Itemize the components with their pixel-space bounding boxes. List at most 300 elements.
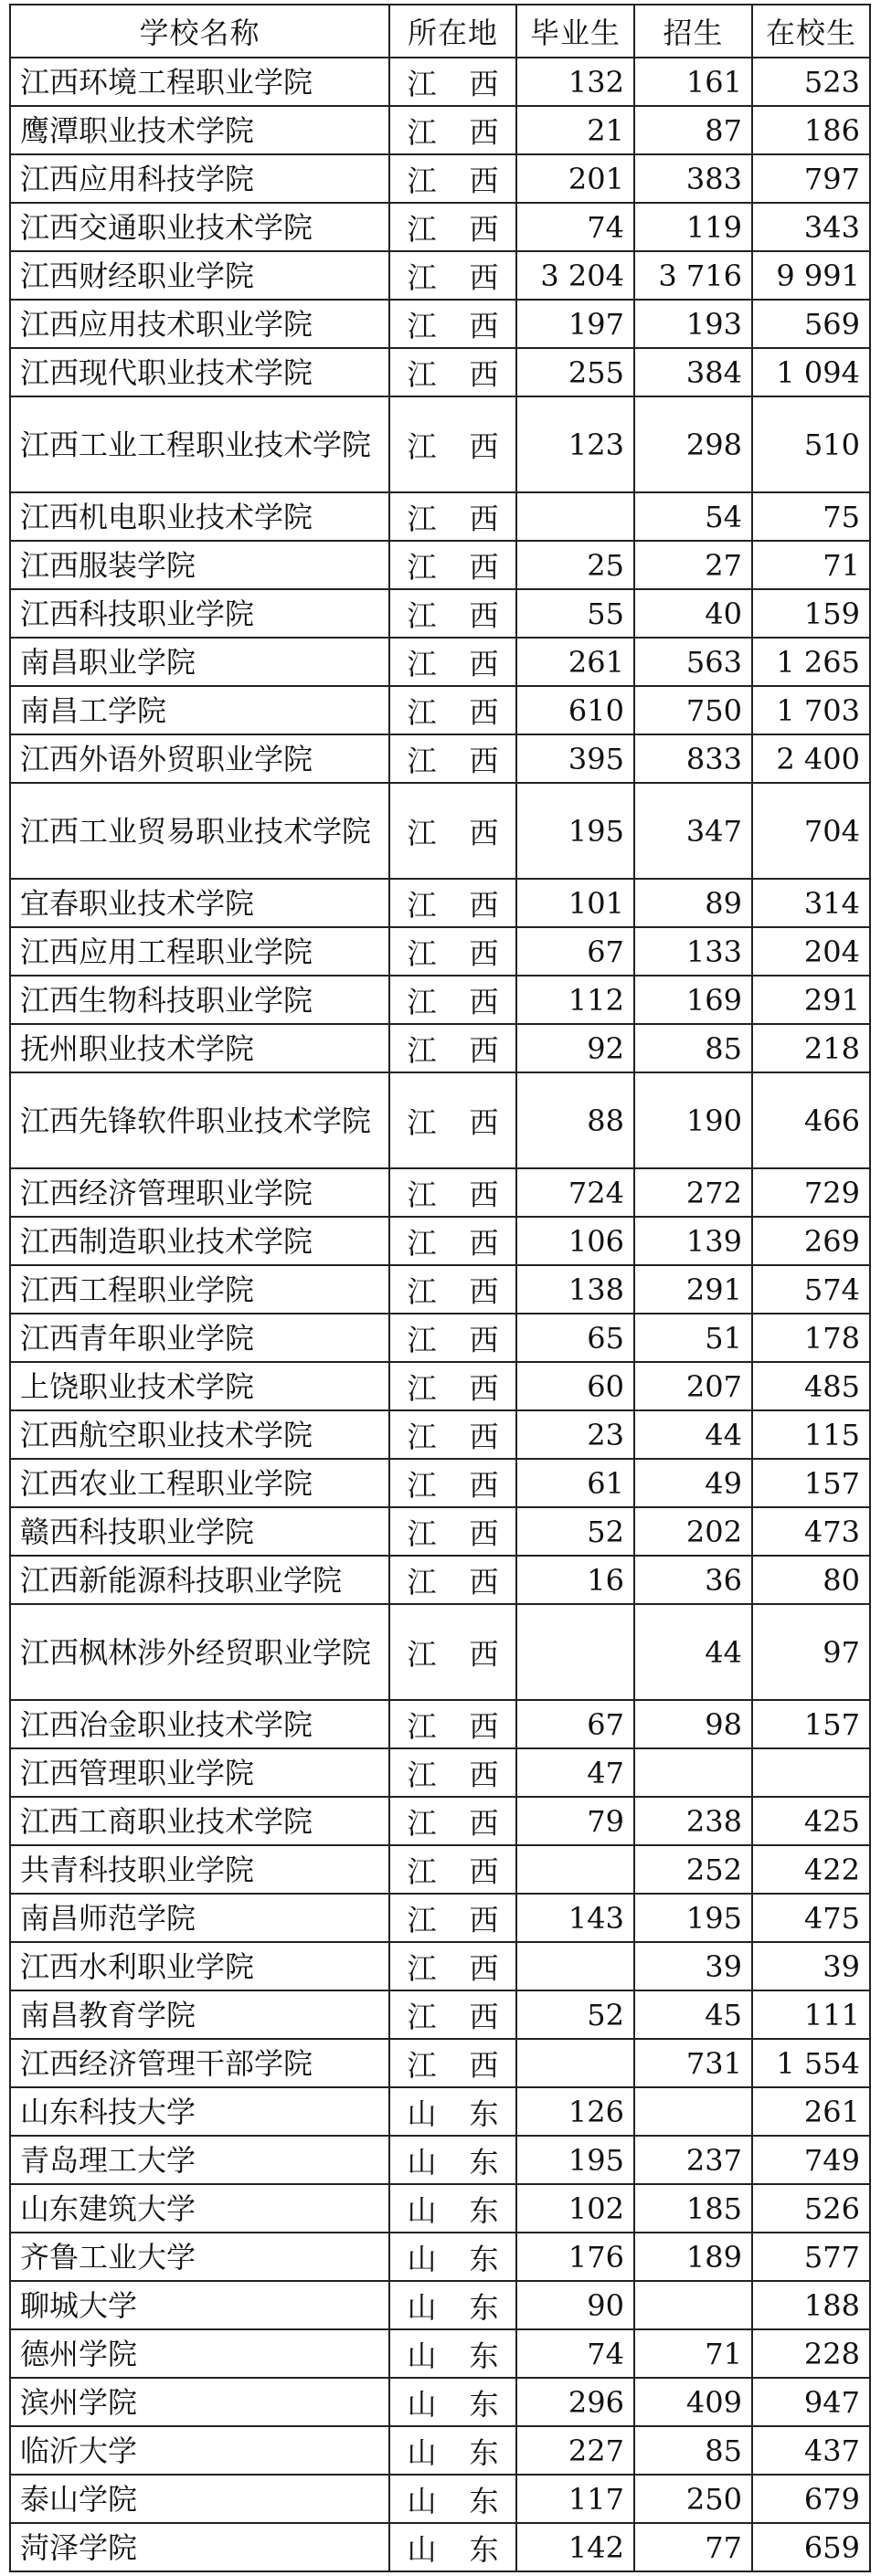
location-cell (389, 2523, 516, 2571)
location-text: 山 东 (407, 2289, 499, 2325)
school-name-cell: 青岛理工大学 (10, 2136, 389, 2184)
graduates-cell: 101 (516, 879, 634, 927)
table-row (10, 541, 870, 589)
enrollment-cell: 45 (634, 1990, 752, 2039)
school-name-cell: 临沂大学 (10, 2426, 389, 2475)
graduates-cell: 255 (516, 348, 634, 396)
graduates-cell: 88 (516, 1072, 634, 1168)
table-row (10, 2039, 870, 2087)
location-text: 江 西 (407, 1177, 499, 1212)
table-row (10, 396, 870, 492)
location-cell (389, 541, 516, 589)
students-cell: 574 (752, 1265, 870, 1314)
graduates-cell (516, 2039, 634, 2087)
enrollment-cell: 49 (634, 1459, 752, 1507)
school-name-cell: 江西水利职业学院 (10, 1942, 389, 1990)
enrollment-cell: 833 (634, 734, 752, 783)
school-name-cell: 江西机电职业技术学院 (10, 492, 389, 541)
location-text: 山 东 (407, 2096, 499, 2131)
school-name-cell: 江西航空职业技术学院 (10, 1410, 389, 1459)
enrollment-cell: 3 716 (634, 251, 752, 300)
table-row (10, 2087, 870, 2136)
location-cell (389, 1024, 516, 1072)
table-row (10, 1265, 870, 1314)
graduates-cell: 296 (516, 2378, 634, 2426)
school-name-cell: 江西服装学院 (10, 541, 389, 589)
graduates-cell: 74 (516, 2329, 634, 2378)
table-row (10, 1507, 870, 1556)
enrollment-cell: 202 (634, 1507, 752, 1556)
students-cell: 749 (752, 2136, 870, 2184)
graduates-cell: 395 (516, 734, 634, 783)
students-cell: 475 (752, 1894, 870, 1942)
graduates-cell: 102 (516, 2184, 634, 2233)
table-row (10, 927, 870, 976)
school-name-cell: 江西外语外贸职业学院 (10, 734, 389, 783)
students-cell: 39 (752, 1942, 870, 1990)
table-row (10, 2475, 870, 2523)
enrollment-cell: 250 (634, 2475, 752, 2523)
location-text: 江 西 (407, 211, 499, 247)
enrollment-cell: 189 (634, 2233, 752, 2281)
graduates-cell: 176 (516, 2233, 634, 2281)
location-text: 江 西 (407, 1999, 499, 2034)
enrollment-cell: 77 (634, 2523, 752, 2571)
location-cell (389, 2184, 516, 2233)
enrollment-cell: 409 (634, 2378, 752, 2426)
school-name-cell: 山东科技大学 (10, 2087, 389, 2136)
location-text: 江 西 (407, 549, 499, 585)
header-enrollment: 招生 (634, 5, 752, 58)
students-cell: 97 (752, 1604, 870, 1700)
graduates-cell: 3 204 (516, 251, 634, 300)
graduates-cell (516, 492, 634, 541)
school-name-cell: 泰山学院 (10, 2475, 389, 2523)
students-cell: 314 (752, 879, 870, 927)
enrollment-cell: 237 (634, 2136, 752, 2184)
location-text: 山 东 (407, 2338, 499, 2373)
students-cell: 569 (752, 300, 870, 348)
graduates-cell: 227 (516, 2426, 634, 2475)
school-name-cell: 江西科技职业学院 (10, 589, 389, 638)
location-text: 江 西 (407, 1273, 499, 1309)
table-row (10, 1024, 870, 1072)
location-cell (389, 1845, 516, 1894)
table-row (10, 1410, 870, 1459)
header-location: 所在地 (389, 5, 516, 58)
enrollment-cell (634, 1748, 752, 1797)
students-cell: 157 (752, 1459, 870, 1507)
header-school-name: 学校名称 (10, 5, 389, 58)
enrollment-cell: 27 (634, 541, 752, 589)
students-cell: 9 991 (752, 251, 870, 300)
location-text: 江 西 (407, 935, 499, 971)
location-cell (389, 1168, 516, 1217)
graduates-cell: 47 (516, 1748, 634, 1797)
location-text: 江 西 (407, 646, 499, 681)
graduates-cell: 25 (516, 541, 634, 589)
graduates-cell: 52 (516, 1990, 634, 2039)
table-row (10, 2184, 870, 2233)
graduates-cell: 67 (516, 1700, 634, 1748)
location-cell (389, 1314, 516, 1362)
students-cell: 523 (752, 58, 870, 106)
location-text: 江 西 (407, 1950, 499, 1986)
table-row (10, 638, 870, 686)
graduates-cell (516, 1604, 634, 1700)
location-text: 江 西 (407, 887, 499, 923)
location-cell (389, 1072, 516, 1168)
enrollment-cell: 272 (634, 1168, 752, 1217)
school-name-cell: 南昌教育学院 (10, 1990, 389, 2039)
graduates-cell: 195 (516, 783, 634, 879)
enrollment-cell: 384 (634, 348, 752, 396)
table-row (10, 58, 870, 106)
enrollment-cell (634, 2087, 752, 2136)
school-name-cell: 江西管理职业学院 (10, 1748, 389, 1797)
location-text: 江 西 (407, 1708, 499, 1744)
students-cell: 510 (752, 396, 870, 492)
graduates-cell: 132 (516, 58, 634, 106)
location-cell (389, 1990, 516, 2039)
table-row (10, 976, 870, 1024)
location-text: 江 西 (407, 1636, 499, 1672)
table-header (10, 5, 870, 58)
enrollment-cell: 39 (634, 1942, 752, 1990)
graduates-cell: 65 (516, 1314, 634, 1362)
graduates-cell: 90 (516, 2281, 634, 2329)
students-cell: 159 (752, 589, 870, 638)
location-cell (389, 1894, 516, 1942)
enrollment-cell: 207 (634, 1362, 752, 1410)
table-row (10, 1314, 870, 1362)
graduates-cell: 16 (516, 1556, 634, 1604)
students-cell: 466 (752, 1072, 870, 1168)
students-cell: 75 (752, 492, 870, 541)
location-text: 山 东 (407, 2531, 499, 2567)
table-row (10, 2378, 870, 2426)
enrollment-cell: 133 (634, 927, 752, 976)
location-cell (389, 2233, 516, 2281)
school-name-cell: 江西工业贸易职业技术学院 (10, 783, 389, 879)
students-cell: 729 (752, 1168, 870, 1217)
location-text: 江 西 (407, 694, 499, 730)
school-name-cell: 共青科技职业学院 (10, 1845, 389, 1894)
school-name-cell: 江西经济管理职业学院 (10, 1168, 389, 1217)
location-cell (389, 1700, 516, 1748)
enrollment-cell: 291 (634, 1265, 752, 1314)
students-cell: 473 (752, 1507, 870, 1556)
students-cell: 269 (752, 1217, 870, 1265)
location-cell (389, 58, 516, 106)
enrollment-cell: 54 (634, 492, 752, 541)
location-cell (389, 1217, 516, 1265)
table-row (10, 1217, 870, 1265)
school-name-cell: 江西新能源科技职业学院 (10, 1556, 389, 1604)
students-cell: 343 (752, 203, 870, 251)
students-cell: 485 (752, 1362, 870, 1410)
location-cell (389, 1748, 516, 1797)
school-name-cell: 江西枫林涉外经贸职业学院 (10, 1604, 389, 1700)
school-name-cell: 江西现代职业技术学院 (10, 348, 389, 396)
location-cell (389, 1459, 516, 1507)
enrollment-cell: 731 (634, 2039, 752, 2087)
location-text: 山 东 (407, 2483, 499, 2518)
location-text: 江 西 (407, 259, 499, 295)
location-cell (389, 2039, 516, 2087)
table-row (10, 492, 870, 541)
location-cell (389, 2329, 516, 2378)
table-row (10, 589, 870, 638)
table-row (10, 1168, 870, 1217)
location-text: 江 西 (407, 1805, 499, 1841)
graduates-cell: 106 (516, 1217, 634, 1265)
students-cell: 422 (752, 1845, 870, 1894)
location-cell (389, 927, 516, 976)
enrollment-cell: 161 (634, 58, 752, 106)
table-row (10, 2233, 870, 2281)
location-text: 江 西 (407, 1564, 499, 1599)
location-text: 江 西 (407, 163, 499, 198)
table-row (10, 783, 870, 879)
location-cell (389, 300, 516, 348)
location-text: 江 西 (407, 1757, 499, 1792)
graduates-cell: 123 (516, 396, 634, 492)
table-row (10, 1845, 870, 1894)
students-cell: 71 (752, 541, 870, 589)
enrollment-cell (634, 2281, 752, 2329)
table-row (10, 1990, 870, 2039)
table-row (10, 1556, 870, 1604)
students-cell: 659 (752, 2523, 870, 2571)
school-name-cell: 宜春职业技术学院 (10, 879, 389, 927)
enrollment-cell: 252 (634, 1845, 752, 1894)
enrollment-cell: 98 (634, 1700, 752, 1748)
location-cell (389, 2378, 516, 2426)
school-name-cell: 德州学院 (10, 2329, 389, 2378)
location-text: 江 西 (407, 1419, 499, 1454)
table-row (10, 106, 870, 154)
graduates-cell: 143 (516, 1894, 634, 1942)
graduates-cell: 92 (516, 1024, 634, 1072)
location-cell (389, 492, 516, 541)
graduates-cell: 126 (516, 2087, 634, 2136)
location-text: 江 西 (407, 597, 499, 633)
school-name-cell: 江西应用技术职业学院 (10, 300, 389, 348)
location-text: 江 西 (407, 984, 499, 1019)
location-text: 江 西 (407, 1467, 499, 1503)
location-text: 江 西 (407, 66, 499, 101)
table-row (10, 1700, 870, 1748)
location-text: 江 西 (407, 743, 499, 778)
students-cell: 80 (752, 1556, 870, 1604)
enrollment-cell: 119 (634, 203, 752, 251)
location-text: 江 西 (407, 356, 499, 392)
table-row (10, 734, 870, 783)
location-text: 江 西 (407, 1225, 499, 1261)
location-cell (389, 2281, 516, 2329)
enrollment-cell: 89 (634, 879, 752, 927)
school-name-cell: 上饶职业技术学院 (10, 1362, 389, 1410)
enrollment-cell: 85 (634, 1024, 752, 1072)
school-name-cell: 南昌职业学院 (10, 638, 389, 686)
school-name-cell: 抚州职业技术学院 (10, 1024, 389, 1072)
school-name-cell: 江西交通职业技术学院 (10, 203, 389, 251)
school-name-cell: 南昌工学院 (10, 686, 389, 734)
enrollment-cell: 51 (634, 1314, 752, 1362)
school-name-cell: 江西经济管理干部学院 (10, 2039, 389, 2087)
graduates-cell (516, 1942, 634, 1990)
enrollment-cell: 383 (634, 154, 752, 203)
location-text: 江 西 (407, 308, 499, 343)
students-cell: 291 (752, 976, 870, 1024)
graduates-cell: 112 (516, 976, 634, 1024)
location-cell (389, 2087, 516, 2136)
students-cell (752, 1748, 870, 1797)
school-name-cell: 聊城大学 (10, 2281, 389, 2329)
enrollment-cell: 750 (634, 686, 752, 734)
school-name-cell: 江西财经职业学院 (10, 251, 389, 300)
enrollment-cell: 169 (634, 976, 752, 1024)
table-row (10, 203, 870, 251)
school-statistics-table (9, 4, 871, 2572)
graduates-cell: 21 (516, 106, 634, 154)
enrollment-cell: 44 (634, 1604, 752, 1700)
location-cell (389, 976, 516, 1024)
graduates-cell: 138 (516, 1265, 634, 1314)
school-name-cell: 菏泽学院 (10, 2523, 389, 2571)
students-cell: 526 (752, 2184, 870, 2233)
location-cell (389, 2475, 516, 2523)
location-cell (389, 734, 516, 783)
location-text: 山 东 (407, 2241, 499, 2276)
graduates-cell: 67 (516, 927, 634, 976)
school-name-cell: 江西生物科技职业学院 (10, 976, 389, 1024)
table-row (10, 1072, 870, 1168)
table-row (10, 1362, 870, 1410)
location-cell (389, 1797, 516, 1845)
location-text: 江 西 (407, 428, 499, 464)
location-cell (389, 154, 516, 203)
students-cell: 1 094 (752, 348, 870, 396)
students-cell: 797 (752, 154, 870, 203)
enrollment-cell: 71 (634, 2329, 752, 2378)
graduates-cell: 724 (516, 1168, 634, 1217)
students-cell: 2 400 (752, 734, 870, 783)
school-name-cell: 江西应用科技学院 (10, 154, 389, 203)
location-text: 山 东 (407, 2144, 499, 2180)
location-cell (389, 396, 516, 492)
header-students: 在校生 (752, 5, 870, 58)
location-cell (389, 686, 516, 734)
school-name-cell: 鹰潭职业技术学院 (10, 106, 389, 154)
students-cell: 425 (752, 1797, 870, 1845)
school-name-cell: 江西工商职业技术学院 (10, 1797, 389, 1845)
location-cell (389, 2426, 516, 2475)
table-row (10, 2523, 870, 2571)
location-text: 江 西 (407, 815, 499, 850)
school-name-cell: 滨州学院 (10, 2378, 389, 2426)
enrollment-cell: 85 (634, 2426, 752, 2475)
table-row (10, 2136, 870, 2184)
students-cell: 186 (752, 106, 870, 154)
students-cell: 947 (752, 2378, 870, 2426)
location-text: 江 西 (407, 501, 499, 536)
table-row (10, 1604, 870, 1700)
location-cell (389, 203, 516, 251)
location-cell (389, 879, 516, 927)
graduates-cell (516, 1845, 634, 1894)
students-cell: 218 (752, 1024, 870, 1072)
table-row (10, 686, 870, 734)
location-text: 山 东 (407, 2386, 499, 2422)
enrollment-cell: 87 (634, 106, 752, 154)
graduates-cell: 117 (516, 2475, 634, 2523)
table-row (10, 154, 870, 203)
table-row (10, 251, 870, 300)
graduates-cell: 60 (516, 1362, 634, 1410)
graduates-cell: 23 (516, 1410, 634, 1459)
school-name-cell: 江西冶金职业技术学院 (10, 1700, 389, 1748)
students-cell: 115 (752, 1410, 870, 1459)
table-row (10, 879, 870, 927)
students-cell: 704 (752, 783, 870, 879)
location-text: 江 西 (407, 1515, 499, 1551)
table-row (10, 2329, 870, 2378)
school-name-cell: 山东建筑大学 (10, 2184, 389, 2233)
enrollment-cell: 193 (634, 300, 752, 348)
table-body (10, 58, 870, 2571)
students-cell: 1 703 (752, 686, 870, 734)
students-cell: 1 554 (752, 2039, 870, 2087)
header-row (10, 5, 870, 58)
table-row (10, 1942, 870, 1990)
school-name-cell: 齐鲁工业大学 (10, 2233, 389, 2281)
location-text: 江 西 (407, 1853, 499, 1889)
students-cell: 1 265 (752, 638, 870, 686)
graduates-cell: 52 (516, 1507, 634, 1556)
students-cell: 679 (752, 2475, 870, 2523)
school-name-cell: 赣西科技职业学院 (10, 1507, 389, 1556)
students-cell: 261 (752, 2087, 870, 2136)
location-cell (389, 589, 516, 638)
students-cell: 157 (752, 1700, 870, 1748)
location-cell (389, 1265, 516, 1314)
location-text: 江 西 (407, 1370, 499, 1406)
school-name-cell: 江西环境工程职业学院 (10, 58, 389, 106)
location-text: 山 东 (407, 2192, 499, 2228)
location-cell (389, 1362, 516, 1410)
location-text: 江 西 (407, 1322, 499, 1357)
location-cell (389, 1507, 516, 1556)
location-text: 江 西 (407, 2047, 499, 2083)
school-name-cell: 江西农业工程职业学院 (10, 1459, 389, 1507)
school-name-cell: 江西青年职业学院 (10, 1314, 389, 1362)
graduates-cell: 61 (516, 1459, 634, 1507)
location-cell (389, 2136, 516, 2184)
graduates-cell: 201 (516, 154, 634, 203)
graduates-cell: 261 (516, 638, 634, 686)
table-row (10, 1797, 870, 1845)
enrollment-cell: 195 (634, 1894, 752, 1942)
location-cell (389, 251, 516, 300)
location-text: 江 西 (407, 1104, 499, 1140)
school-name-cell: 江西工业工程职业技术学院 (10, 396, 389, 492)
table-row (10, 2426, 870, 2475)
enrollment-cell: 563 (634, 638, 752, 686)
location-cell (389, 1410, 516, 1459)
table-row (10, 1748, 870, 1797)
